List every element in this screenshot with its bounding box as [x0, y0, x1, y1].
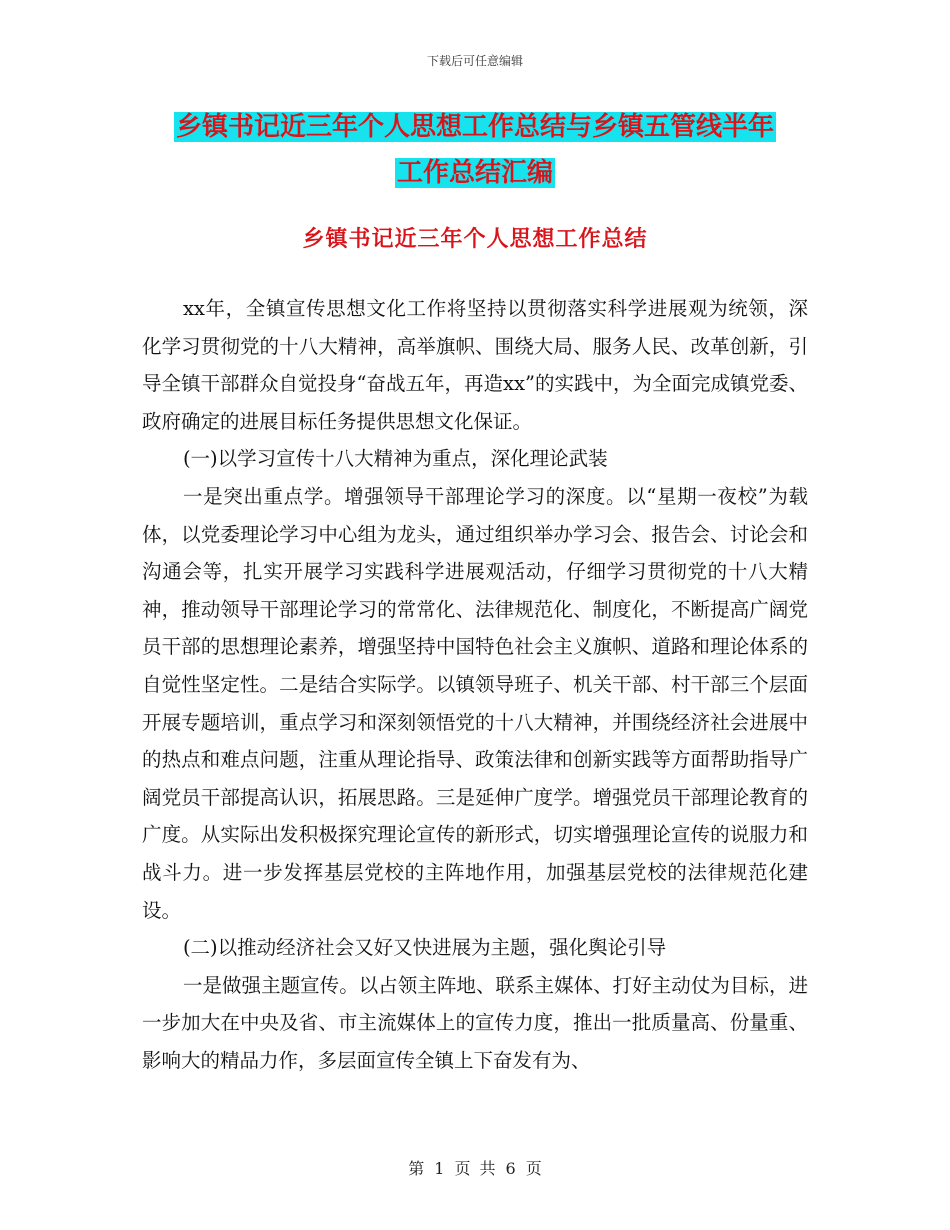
section-heading: (二)以推动经济社会又好又快进展为主题，强化舆论引导: [182, 936, 667, 960]
paragraph: xx年，全镇宣传思想文化工作将坚持以贯彻落实科学进展观为统领，深化学习贯彻党的十八大精神，高举旗帜、围绕大局、服务人民、改革创新，引导全镇干部群众自觉投身“奋战五年，再造xx”的实践中，为全面完成镇党委、政府确定的进展目标任务提供思想文化保证。: [142, 297, 808, 433]
header-note: 下载后可任意编辑: [426, 54, 523, 68]
paragraph: 一是突出重点学。增强领导干部理论学习的深度。以“星期一夜校”为载体，以党委理论学习中心组为龙头，通过组织举办学习会、报告会、讨论会和沟通会等，扎实开展学习实践科学进展观活动，仔细学习贯彻党的十八大精神，推动领导干部理论学习的常常化、法律规范化、制度化，不断提高广阔党员干部的思想理论素养，增强坚持中国特色社会主义旗帜、道路和理论体系的自觉性坚定性。二是结合实际学。以镇领导班子、机关干部、村干部三个层面开展专题培训，重点学习和深刻领悟党的十八大精神，并围绕经济社会进展中的热点和难点问题，注重从理论指导、政策法律和创新实践等方面帮助指导广阔党员干部提高认识，拓展思路。三是延伸广度学。增强党员干部理论教育的广度。从实际出发积极探究理论宣传的新形式，切实增强理论宣传的说服力和战斗力。进一步发挥基层党校的主阵地作用，加强基层党校的法律规范化建设。: [142, 484, 808, 922]
page-number: 1: [434, 1159, 445, 1178]
document-title-line-2: [0, 157, 950, 189]
footer-prefix: 第: [408, 1159, 425, 1178]
title-highlight-2: 工作总结汇编: [396, 158, 553, 188]
document-title-line-1: [0, 111, 950, 143]
footer-middle: 页 共: [454, 1159, 496, 1178]
total-pages: 6: [505, 1159, 516, 1178]
paragraph: 一是做强主题宣传。以占领主阵地、联系主媒体、打好主动仗为目标，进一步加大在中央及省、市主流媒体上的宣传力度，推出一批质量高、份量重、影响大的精品力作，多层面宣传全镇上下奋发有为、: [142, 973, 808, 1072]
section-heading: (一)以学习宣传十八大精神为重点，深化理论武装: [182, 447, 608, 471]
section-title: 乡镇书记近三年个人思想工作总结: [302, 226, 648, 252]
page-footer: [0, 1156, 950, 1179]
footer-suffix: 页: [525, 1159, 542, 1178]
title-highlight-1: 乡镇书记近三年个人思想工作总结与乡镇五管线半年: [175, 112, 774, 142]
body-text: [142, 290, 808, 1079]
